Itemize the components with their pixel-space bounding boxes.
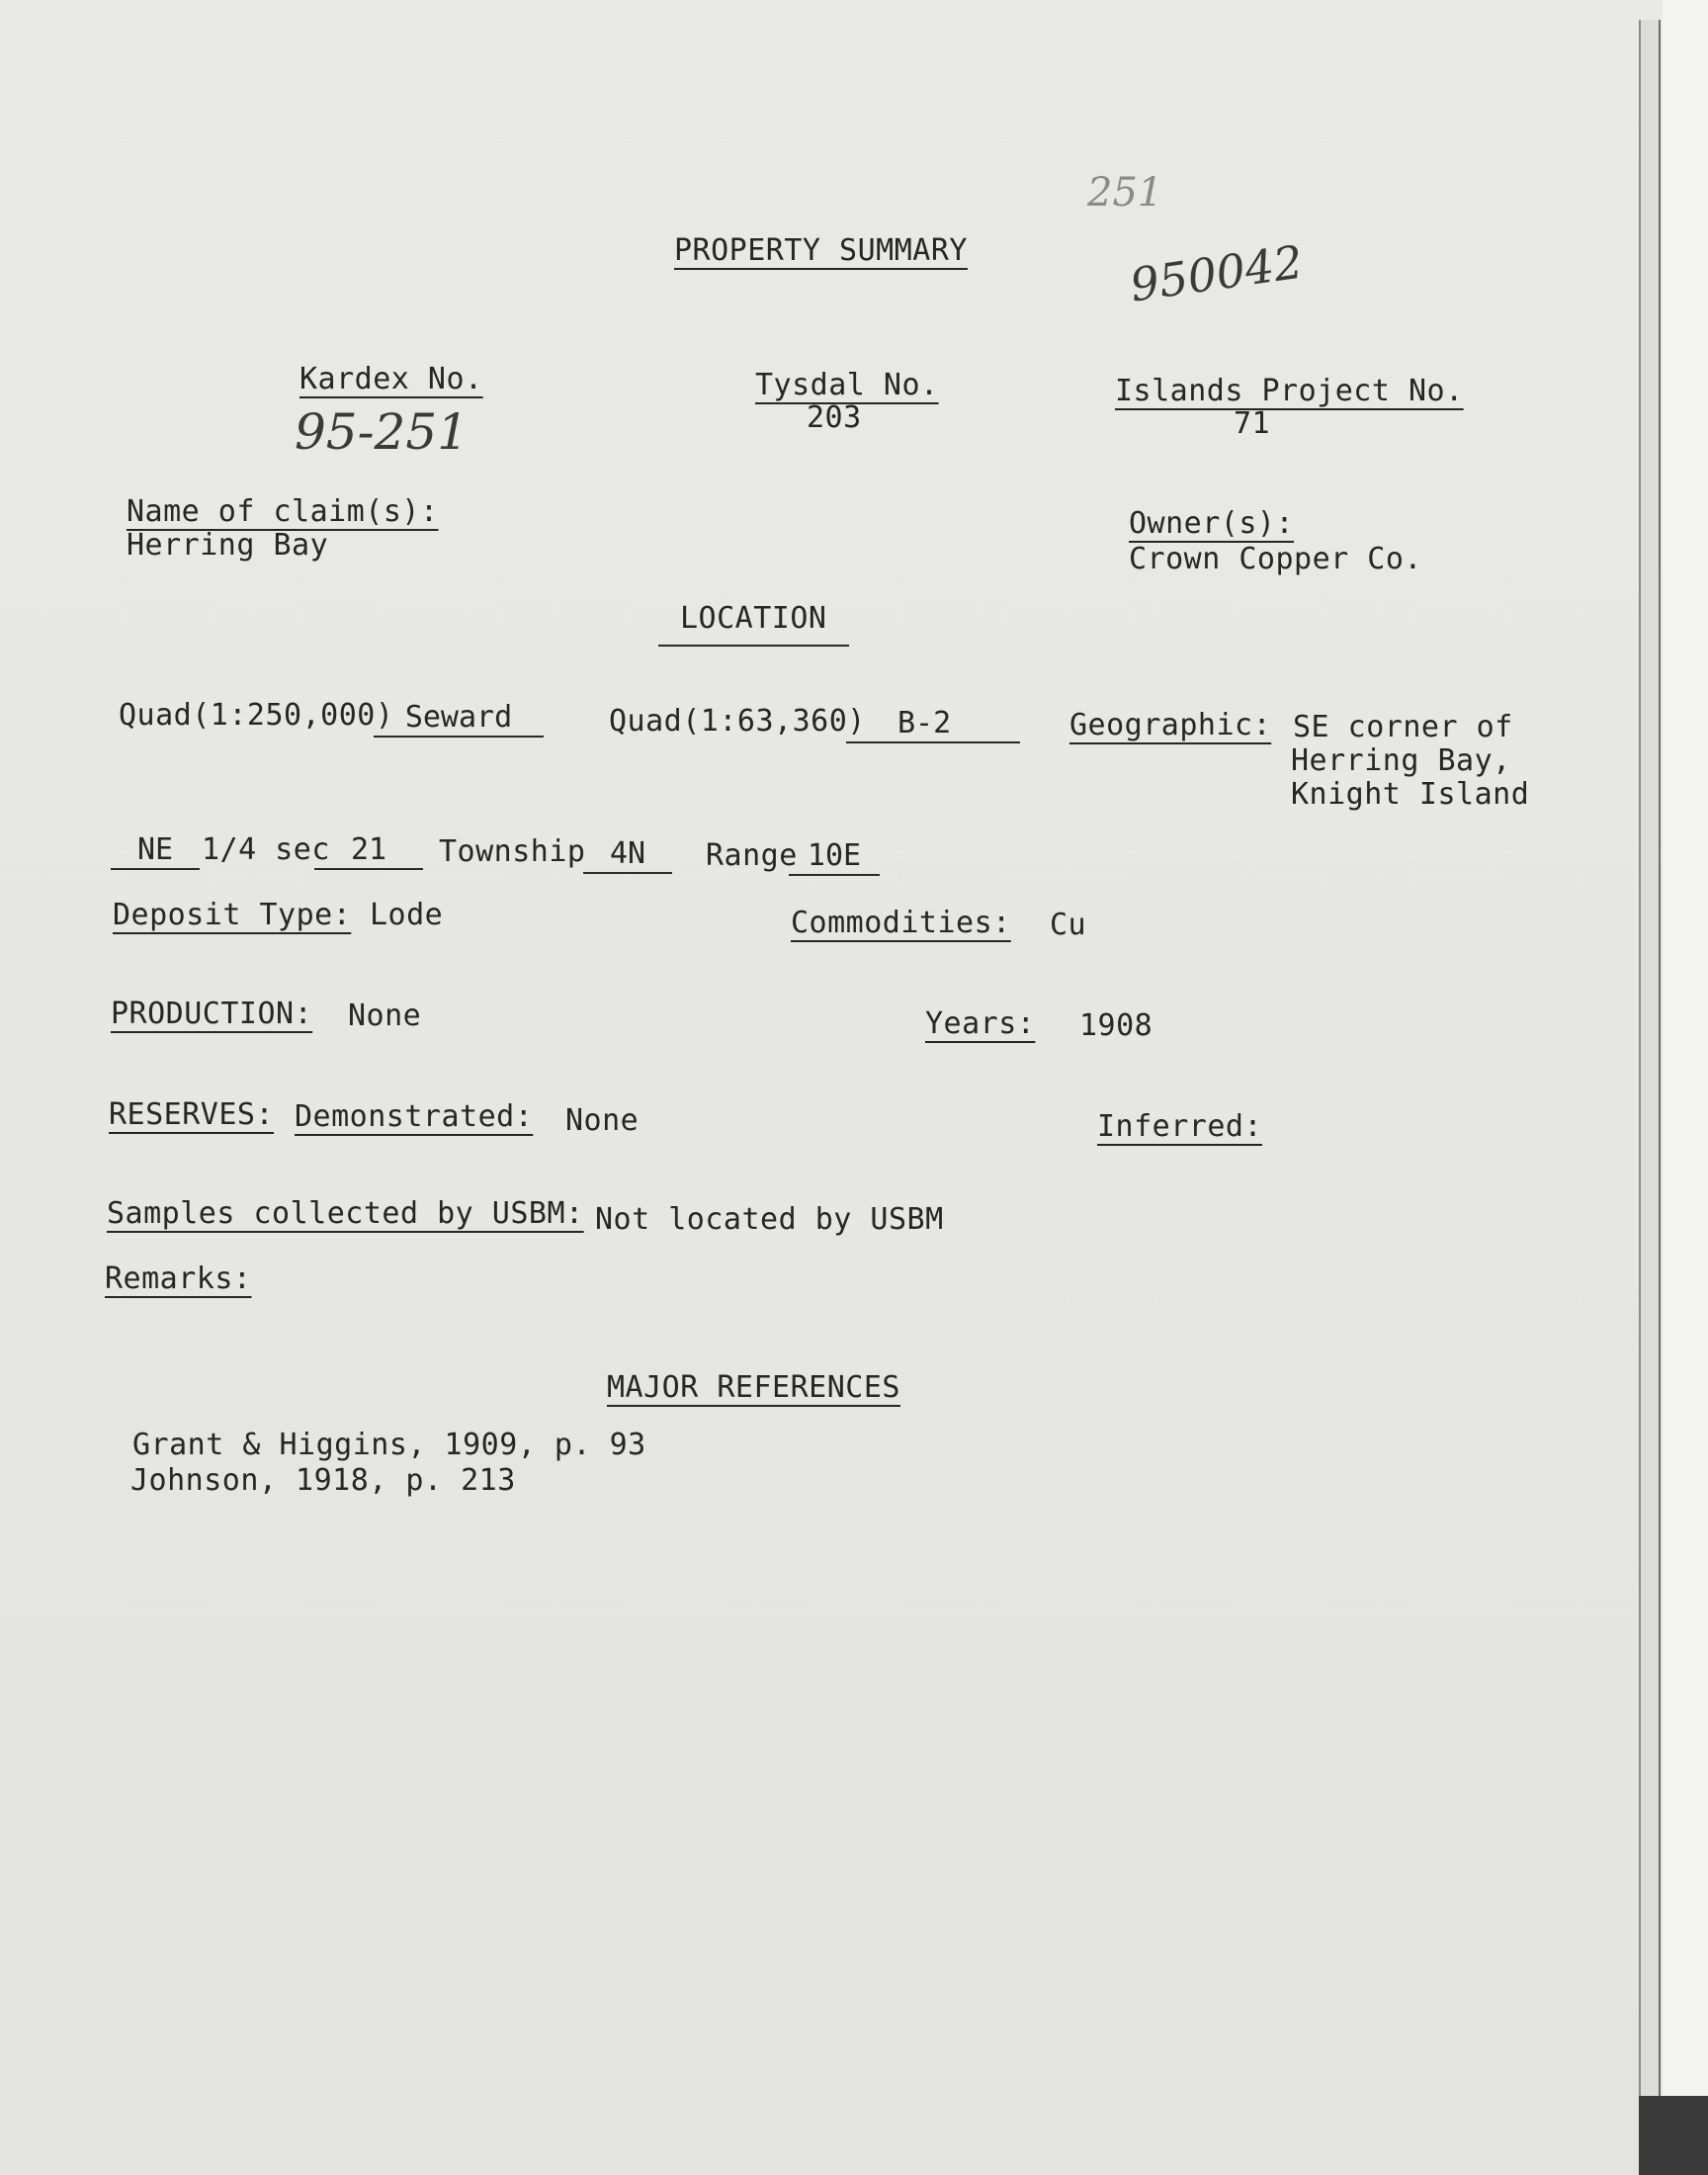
tysdal-label: Tysdal No. [755,368,939,402]
islands-project-value: 71 [1234,406,1271,441]
owner-label: Owner(s): [1129,506,1295,541]
township-value: 4N [583,836,672,874]
location-heading: LOCATION [658,601,849,647]
demonstrated-label: Demonstrated: [295,1099,534,1134]
production-value: None [348,999,422,1033]
geographic-line-3: Knight Island [1291,777,1530,812]
islands-project-label: Islands Project No. [1115,374,1464,408]
scan-corner-shadow [1639,2096,1708,2175]
remarks-label: Remarks: [105,1262,252,1296]
claim-label: Name of claim(s): [127,494,439,529]
inferred-label: Inferred: [1097,1109,1263,1144]
owner-value: Crown Copper Co. [1129,542,1422,576]
handwritten-id-number: 950042 [1127,234,1307,312]
quarter-value: NE [111,832,200,870]
years-value: 1908 [1079,1008,1153,1043]
tysdal-value: 203 [807,400,862,435]
geographic-line-2: Herring Bay, [1291,743,1511,778]
quad63-label: Quad(1:63,360) [609,704,866,739]
deposit-type-label: Deposit Type: [113,898,352,932]
range-value: 10E [789,838,880,876]
quarter-section-label: 1/4 sec [202,832,330,867]
production-label: PRODUCTION: [111,997,313,1031]
section-value: 21 [314,832,423,870]
kardex-value: 95-251 [295,403,469,461]
commodities-value: Cu [1050,908,1087,942]
kardex-label: Kardex No. [299,362,483,396]
scan-edge [1663,0,1708,2175]
reserves-label: RESERVES: [109,1097,275,1132]
quad250-label: Quad(1:250,000) [119,698,394,733]
quad250-value: Seward [374,700,544,738]
deposit-type-value: Lode [370,898,444,932]
samples-value: Not located by USBM [595,1202,944,1237]
quad63-value: B-2 [846,706,1020,743]
geographic-line-1: SE corner of [1293,710,1513,744]
reference-item: Johnson, 1918, p. 213 [130,1463,516,1498]
scan-binding-edge [1639,20,1661,2165]
samples-label: Samples collected by USBM: [107,1196,584,1231]
geographic-label: Geographic: [1069,708,1272,742]
township-label: Township [439,834,586,869]
years-label: Years: [925,1006,1036,1041]
claim-value: Herring Bay [127,528,329,563]
handwritten-top-number: 251 [1087,170,1163,216]
range-label: Range [706,838,798,873]
page-title: PROPERTY SUMMARY [674,233,968,268]
commodities-label: Commodities: [791,906,1011,940]
demonstrated-value: None [565,1103,640,1138]
reference-item: Grant & Higgins, 1909, p. 93 [132,1428,646,1462]
references-heading: MAJOR REFERENCES [607,1370,900,1405]
